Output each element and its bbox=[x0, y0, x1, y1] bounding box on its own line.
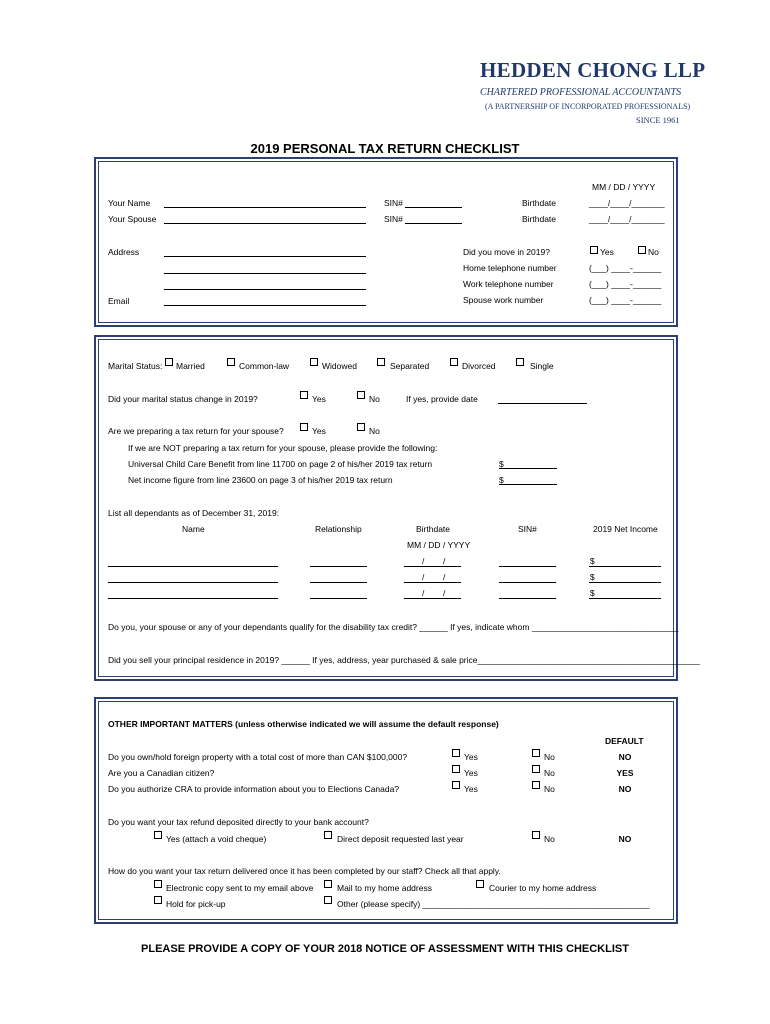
marital-change-no-checkbox[interactable] bbox=[357, 391, 365, 399]
dep-header-relationship: Relationship bbox=[315, 524, 362, 534]
widowed-checkbox[interactable] bbox=[310, 358, 318, 366]
net-income-dollar: $ bbox=[499, 475, 504, 485]
spouse-return-no-label: No bbox=[369, 426, 380, 436]
citizen-default: YES bbox=[616, 768, 634, 778]
address-label: Address bbox=[108, 247, 140, 257]
delivery-mail-checkbox[interactable] bbox=[324, 880, 332, 888]
elections-no-label: No bbox=[544, 784, 555, 794]
citizen-yes-label: Yes bbox=[464, 768, 478, 778]
deposit-yes-checkbox[interactable] bbox=[154, 831, 162, 839]
address-field-3[interactable] bbox=[164, 289, 366, 290]
foreign-property-no-checkbox[interactable] bbox=[532, 749, 540, 757]
dep-3-slash-1: / bbox=[422, 588, 425, 598]
citizen-no-label: No bbox=[544, 768, 555, 778]
marital-change-question: Did your marital status change in 2019? bbox=[108, 394, 258, 404]
dep-2-dollar: $ bbox=[590, 572, 595, 582]
elections-yes-label: Yes bbox=[464, 784, 478, 794]
firm-since: SINCE 1961 bbox=[636, 115, 680, 125]
moved-yes-checkbox[interactable] bbox=[590, 246, 598, 254]
foreign-property-no-label: No bbox=[544, 752, 555, 762]
spouse-work-label: Spouse work number bbox=[463, 295, 544, 305]
divorced-label: Divorced bbox=[462, 361, 496, 371]
default-column-label: DEFAULT bbox=[605, 736, 644, 746]
footer-notice: PLEASE PROVIDE A COPY OF YOUR 2018 NOTICE OF ASSESSMENT WITH THIS CHECKLIST bbox=[141, 943, 629, 955]
net-income-field[interactable] bbox=[499, 484, 557, 485]
deposit-question: Do you want your tax refund deposited directly to your bank account? bbox=[108, 817, 369, 827]
firm-partnership: (A PARTNERSHIP OF INCORPORATED PROFESSIONALS) bbox=[485, 102, 691, 111]
spouse-return-yes-checkbox[interactable] bbox=[300, 423, 308, 431]
not-preparing-note: If we are NOT preparing a tax return for your spouse, please provide the following: bbox=[128, 443, 438, 453]
marital-change-date-field[interactable] bbox=[498, 403, 587, 404]
uccb-dollar: $ bbox=[499, 459, 504, 469]
net-income-label: Net income figure from line 23600 on page 3 of his/her 2019 tax return bbox=[128, 475, 393, 485]
spouse-birthdate-field[interactable]: ____/____/_______ bbox=[589, 214, 665, 224]
dep-date-format: MM / DD / YYYY bbox=[407, 540, 471, 550]
dep-3-sin-field[interactable] bbox=[499, 598, 556, 599]
citizen-no-checkbox[interactable] bbox=[532, 765, 540, 773]
delivery-courier-checkbox[interactable] bbox=[476, 880, 484, 888]
other-matters-heading: OTHER IMPORTANT MATTERS (unless otherwise indicated we will assume the default response) bbox=[108, 719, 499, 729]
dep-1-slash-2: / bbox=[443, 556, 446, 566]
address-field-1[interactable] bbox=[164, 256, 366, 257]
dep-1-slash-1: / bbox=[422, 556, 425, 566]
deposit-yes-label: Yes (attach a void cheque) bbox=[166, 834, 267, 844]
deposit-last-year-checkbox[interactable] bbox=[324, 831, 332, 839]
single-label: Single bbox=[530, 361, 554, 371]
dep-header-sin: SIN# bbox=[518, 524, 537, 534]
deposit-last-year-label: Direct deposit requested last year bbox=[337, 834, 464, 844]
deposit-no-label: No bbox=[544, 834, 555, 844]
dep-3-slash-2: / bbox=[443, 588, 446, 598]
delivery-pickup-checkbox[interactable] bbox=[154, 896, 162, 904]
birthdate-label: Birthdate bbox=[522, 198, 557, 208]
marital-status-label: Marital Status: bbox=[108, 361, 163, 371]
dep-1-sin-field[interactable] bbox=[499, 566, 556, 567]
disability-question[interactable]: Do you, your spouse or any of your dependants qualify for the disability tax credit? ______ If yes, indicate whom _______________________________ bbox=[108, 622, 679, 632]
citizen-question: Are you a Canadian citizen? bbox=[108, 768, 215, 778]
dep-1-relationship-field[interactable] bbox=[310, 566, 367, 567]
firm-name: HEDDEN CHONG LLP bbox=[480, 58, 706, 82]
dep-2-relationship-field[interactable] bbox=[310, 582, 367, 583]
foreign-property-yes-label: Yes bbox=[464, 752, 478, 762]
dep-3-dollar: $ bbox=[590, 588, 595, 598]
delivery-email-checkbox[interactable] bbox=[154, 880, 162, 888]
your-name-field[interactable] bbox=[164, 207, 366, 208]
elections-no-checkbox[interactable] bbox=[532, 781, 540, 789]
sin-label: SIN# bbox=[384, 198, 403, 208]
elections-yes-checkbox[interactable] bbox=[452, 781, 460, 789]
home-phone-field[interactable]: (___) ____-______ bbox=[589, 263, 662, 273]
dep-3-birthdate-field[interactable] bbox=[404, 598, 461, 599]
widowed-label: Widowed bbox=[322, 361, 357, 371]
moved-yes-label: Yes bbox=[600, 247, 614, 257]
dep-header-birthdate: Birthdate bbox=[416, 524, 451, 534]
residence-question[interactable]: Did you sell your principal residence in 2019? ______ If yes, address, year purchased & sale price_______________________________________________ bbox=[108, 655, 700, 665]
dep-3-income-field[interactable] bbox=[589, 598, 661, 599]
spouse-return-no-checkbox[interactable] bbox=[357, 423, 365, 431]
deposit-default: NO bbox=[618, 834, 632, 844]
dep-2-name-field[interactable] bbox=[108, 582, 278, 583]
home-phone-label: Home telephone number bbox=[463, 263, 557, 273]
dep-header-net-income: 2019 Net Income bbox=[593, 524, 658, 534]
email-label: Email bbox=[108, 296, 130, 306]
your-sin-field[interactable] bbox=[405, 207, 462, 208]
foreign-property-default: NO bbox=[618, 752, 632, 762]
dep-3-relationship-field[interactable] bbox=[310, 598, 367, 599]
your-spouse-label: Your Spouse bbox=[108, 214, 157, 224]
dep-2-income-field[interactable] bbox=[589, 582, 661, 583]
foreign-property-question: Do you own/hold foreign property with a total cost of more than CAN $100,000? bbox=[108, 752, 408, 762]
dep-1-income-field[interactable] bbox=[589, 566, 661, 567]
marital-change-no-label: No bbox=[369, 394, 380, 404]
dependants-intro: List all dependants as of December 31, 2019: bbox=[108, 508, 280, 518]
work-phone-label: Work telephone number bbox=[463, 279, 554, 289]
if-yes-date-label: If yes, provide date bbox=[406, 394, 478, 404]
spouse-sin-field[interactable] bbox=[405, 223, 462, 224]
delivery-mail-label: Mail to my home address bbox=[337, 883, 432, 893]
uccb-field[interactable] bbox=[499, 468, 557, 469]
spouse-name-field[interactable] bbox=[164, 223, 366, 224]
deposit-no-checkbox[interactable] bbox=[532, 831, 540, 839]
dep-2-slash-1: / bbox=[422, 572, 425, 582]
dep-2-sin-field[interactable] bbox=[499, 582, 556, 583]
elections-default: NO bbox=[618, 784, 632, 794]
elections-question: Do you authorize CRA to provide information about you to Elections Canada? bbox=[108, 784, 400, 794]
page-title: 2019 PERSONAL TAX RETURN CHECKLIST bbox=[250, 141, 520, 156]
delivery-pickup-label: Hold for pick-up bbox=[166, 899, 226, 909]
moved-no-label: No bbox=[648, 247, 659, 257]
citizen-yes-checkbox[interactable] bbox=[452, 765, 460, 773]
delivery-question: How do you want your tax return delivered once it has been completed by our staff? Check all that apply. bbox=[108, 866, 501, 876]
marital-change-yes-label: Yes bbox=[312, 394, 326, 404]
separated-label: Separated bbox=[390, 361, 430, 371]
dep-3-name-field[interactable] bbox=[108, 598, 278, 599]
dep-2-birthdate-field[interactable] bbox=[404, 582, 461, 583]
dep-1-name-field[interactable] bbox=[108, 566, 278, 567]
marital-change-yes-checkbox[interactable] bbox=[300, 391, 308, 399]
date-format-label: MM / DD / YYYY bbox=[592, 182, 656, 192]
work-phone-field[interactable]: (___) ____-______ bbox=[589, 279, 662, 289]
separated-checkbox[interactable] bbox=[377, 358, 385, 366]
dep-header-name: Name bbox=[182, 524, 205, 534]
dep-2-slash-2: / bbox=[443, 572, 446, 582]
your-birthdate-field[interactable]: ____/____/_______ bbox=[589, 198, 665, 208]
moved-no-checkbox[interactable] bbox=[638, 246, 646, 254]
spouse-return-question: Are we preparing a tax return for your spouse? bbox=[108, 426, 284, 436]
spouse-work-field[interactable]: (___) ____-______ bbox=[589, 295, 662, 305]
common-law-checkbox[interactable] bbox=[227, 358, 235, 366]
dep-1-dollar: $ bbox=[590, 556, 595, 566]
email-field[interactable] bbox=[164, 305, 366, 306]
delivery-email-label: Electronic copy sent to my email above bbox=[166, 883, 314, 893]
delivery-courier-label: Courier to my home address bbox=[489, 883, 597, 893]
delivery-other-label[interactable]: Other (please specify) ________________________________________________ bbox=[337, 899, 650, 909]
your-name-label: Your Name bbox=[108, 198, 151, 208]
common-law-label: Common-law bbox=[239, 361, 290, 371]
spouse-birthdate-label: Birthdate bbox=[522, 214, 557, 224]
address-field-2[interactable] bbox=[164, 273, 366, 274]
moved-question: Did you move in 2019? bbox=[463, 247, 550, 257]
single-checkbox[interactable] bbox=[516, 358, 524, 366]
foreign-property-yes-checkbox[interactable] bbox=[452, 749, 460, 757]
uccb-label: Universal Child Care Benefit from line 11700 on page 2 of his/her 2019 tax return bbox=[128, 459, 433, 469]
firm-subtitle: CHARTERED PROFESSIONAL ACCOUNTANTS bbox=[480, 87, 682, 98]
spouse-return-yes-label: Yes bbox=[312, 426, 326, 436]
delivery-other-checkbox[interactable] bbox=[324, 896, 332, 904]
dep-1-birthdate-field[interactable] bbox=[404, 566, 461, 567]
divorced-checkbox[interactable] bbox=[450, 358, 458, 366]
spouse-sin-label: SIN# bbox=[384, 214, 403, 224]
married-label: Married bbox=[176, 361, 205, 371]
married-checkbox[interactable] bbox=[165, 358, 173, 366]
